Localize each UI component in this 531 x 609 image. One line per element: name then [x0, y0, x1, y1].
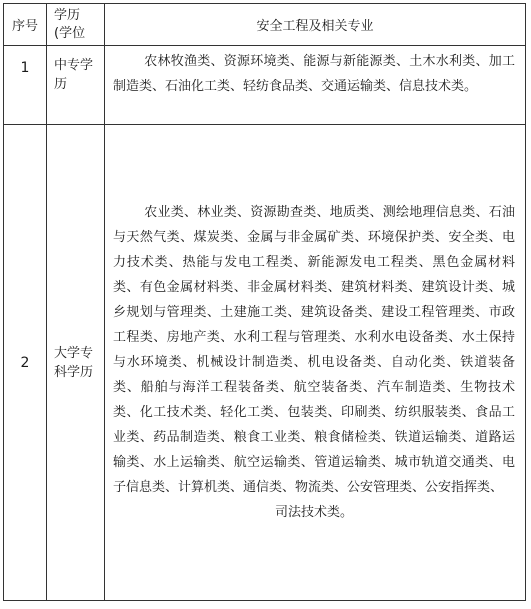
major-list: [105, 46, 526, 125]
education-major-table: [3, 3, 526, 601]
major-text: 农林牧渔类、资源环境类、能源与新能源类、土木水利类、加工制造类、石油化工类、轻纺食品类、交通运输类、信息技术类。: [113, 54, 515, 94]
education-level: 大学专科学历: [47, 125, 105, 601]
row-number: 2: [4, 125, 47, 601]
major-list: [105, 125, 526, 601]
education-level: 中专学历: [47, 46, 105, 125]
table-header-row: [4, 4, 526, 46]
header-major: 安全工程及相关专业: [105, 4, 526, 46]
major-text-tail: 司法技术类。: [274, 505, 353, 520]
row-number: 1: [4, 46, 47, 125]
table-row: [4, 125, 526, 601]
header-no: 序号: [4, 4, 47, 46]
table-row: [4, 46, 526, 125]
header-education-text: 学历 (学位: [54, 7, 86, 41]
major-text: 农业类、林业类、资源勘查类、地质类、测绘地理信息类、石油与天然气类、煤炭类、金属与非金属矿类、环境保护类、安全类、电力技术类、热能与发电工程类、新能源发电工程类、黑色金属材料类、有色金属材料类、非金属材料类、建筑材料类、建筑设计类、城乡规划与管理类、土建施工类、建筑设备类、建设工程管理类、市政工程类、房地产类、水利工程与管理类、水利水电设备类、水土保持与水环境类、机械设计制造类、机电设备类、自动化类、铁道装备类、船舶与海洋工程装备类、航空装备类、汽车制造类、生物技术类、化工技术类、轻化工类、包装类、印刷类、纺织服装类、食品工业类、药品制造类、粮食工业类、粮食储检类、铁道运输类、道路运输类、水上运输类、航空运输类、管道运输类、城市轨道交通类、电子信息类、计算机类、通信类、物流类、公安管理类、公安指挥类、: [113, 205, 515, 495]
header-education: [47, 4, 105, 46]
